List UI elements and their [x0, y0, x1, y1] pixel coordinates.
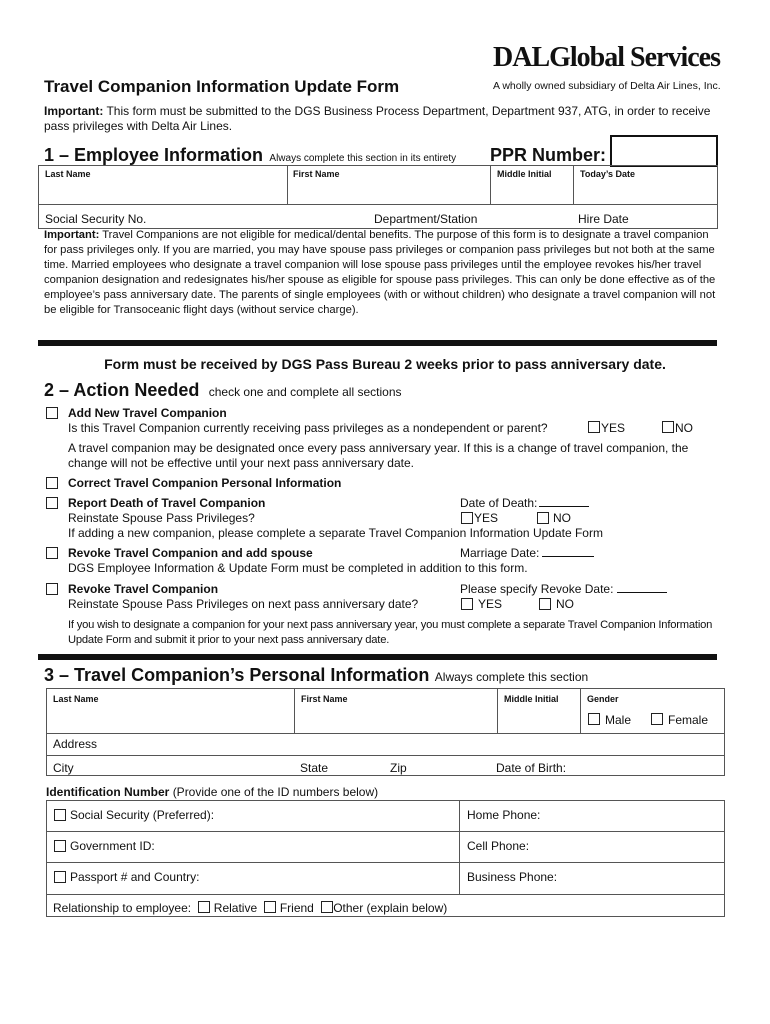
grid-divider: [497, 688, 498, 734]
section3-heading-row: [44, 665, 588, 686]
important-label: Important:: [44, 104, 104, 118]
home-phone-field[interactable]: Home Phone:: [467, 808, 541, 822]
revoke-date-blank[interactable]: [617, 583, 667, 593]
grid-divider: [573, 165, 574, 205]
id-number-note: (Provide one of the ID numbers below): [172, 785, 379, 799]
section1-note: Always complete this section in its entirety: [269, 153, 457, 164]
death-info: If adding a new companion, please complete a separate Travel Companion Information Update Form: [68, 526, 603, 540]
death-yes-label: YES: [474, 511, 499, 525]
add-companion-question: Is this Travel Companion currently receiving pass privileges as a nondependent or parent?: [68, 421, 548, 435]
section1-heading-row: [44, 145, 456, 166]
revoke-add-spouse-info: DGS Employee Information & Update Form must be completed in addition to this form.: [68, 561, 528, 575]
date-of-birth-field[interactable]: Date of Birth:: [496, 761, 567, 775]
date-of-death-field[interactable]: [460, 496, 589, 510]
companion-info-grid: [46, 688, 725, 776]
city-field[interactable]: City: [53, 761, 74, 775]
section2-heading-row: [44, 380, 402, 401]
marriage-date-label: Marriage Date:: [460, 546, 540, 560]
revoke-yes-label: YES: [478, 597, 503, 611]
friend-label: Friend: [279, 901, 314, 915]
section3-note: Always complete this section: [434, 670, 589, 684]
revoke-add-spouse-checkbox[interactable]: [46, 547, 58, 559]
section2-footer: If you wish to designate a companion for your next pass anniversary year, you must complete a separate Travel Companion Information Update Form and submit it prior to your next pass anniversary date.: [68, 619, 713, 646]
emp-last-name-field[interactable]: Last Name: [45, 169, 91, 179]
emp-department-field[interactable]: Department/Station: [374, 212, 478, 226]
add-companion-label: Add New Travel Companion: [68, 406, 227, 420]
section1-heading: 1 – Employee Information: [44, 145, 264, 165]
grid-divider: [287, 165, 288, 205]
section-divider: [38, 340, 717, 346]
business-phone-field[interactable]: Business Phone:: [467, 870, 558, 884]
add-companion-info: A travel companion may be designated once every pass anniversary year. If this is a change of travel companion, the change will not be effective until your next pass anniversary date.: [68, 441, 689, 470]
revoke-reinstate-question: Reinstate Spouse Pass Privileges on next pass anniversary date?: [68, 597, 419, 611]
emp-middle-initial-field[interactable]: Middle Initial: [497, 169, 552, 179]
revoke-date-label: Please specify Revoke Date:: [460, 582, 614, 596]
revoke-add-spouse-label: Revoke Travel Companion and add spouse: [68, 546, 313, 560]
emp-first-name-field[interactable]: First Name: [293, 169, 340, 179]
report-death-label: Report Death of Travel Companion: [68, 496, 266, 510]
revoke-companion-label: Revoke Travel Companion: [68, 582, 219, 596]
eligibility-text: Travel Companions are not eligible for medical/dental benefits. The purpose of this form is to designate a travel companion for pass privileges only. If you are married, you may have spouse pass privileges or companion pass privileges but not both at the same time. Married employees who designate a travel companion will lose spouse pass privileges until the employee revokes his/her travel companion designation and redesignates his/her spouse as eligible for spouse pass privileges. This can only be done effective as of the employee’s pass anniversary date. The parents of single employees (with or without children) who designate a travel companion will not be eligible for Transoceanic flight days (without service charge).: [44, 229, 716, 316]
female-label: Female: [668, 713, 709, 727]
male-checkbox[interactable]: [588, 713, 600, 725]
add-no-checkbox[interactable]: [662, 421, 674, 433]
grid-divider: [580, 688, 581, 734]
revoke-yes-checkbox[interactable]: [461, 598, 473, 610]
address-field[interactable]: Address: [53, 737, 98, 751]
add-companion-checkbox[interactable]: [46, 407, 58, 419]
other-checkbox[interactable]: [321, 901, 333, 913]
emp-hire-date-field[interactable]: Hire Date: [578, 212, 629, 226]
revoke-date-field[interactable]: [460, 582, 667, 596]
marriage-date-field[interactable]: [460, 546, 594, 560]
date-of-death-label: Date of Death:: [460, 496, 538, 510]
revoke-companion-checkbox[interactable]: [46, 583, 58, 595]
report-death-checkbox[interactable]: [46, 497, 58, 509]
relationship-row: [53, 901, 447, 915]
relationship-label: Relationship to employee:: [53, 901, 192, 915]
comp-first-name-field[interactable]: First Name: [301, 694, 348, 704]
death-no-label: NO: [553, 511, 571, 525]
important-label: Important:: [44, 229, 100, 241]
gender-label: Gender: [587, 694, 619, 704]
add-no-label: NO: [675, 421, 693, 435]
eligibility-notice: [44, 228, 722, 318]
submission-notice: [44, 104, 720, 134]
other-label: Other (explain below): [333, 901, 448, 915]
correct-info-checkbox[interactable]: [46, 477, 58, 489]
passport-field[interactable]: Passport # and Country:: [70, 870, 200, 884]
female-checkbox[interactable]: [651, 713, 663, 725]
grid-divider: [46, 755, 725, 756]
passport-checkbox[interactable]: [54, 871, 66, 883]
death-no-checkbox[interactable]: [537, 512, 549, 524]
grid-divider: [46, 831, 725, 832]
grid-divider: [38, 204, 718, 205]
deadline-notice: Form must be received by DGS Pass Bureau 2 weeks prior to pass anniversary date.: [104, 356, 666, 372]
male-label: Male: [605, 713, 632, 727]
comp-middle-initial-field[interactable]: Middle Initial: [504, 694, 559, 704]
id-number-heading: [46, 785, 378, 799]
grid-divider: [46, 862, 725, 863]
company-logo: DALGlobal Services: [493, 42, 720, 73]
emp-ssn-field[interactable]: Social Security No.: [45, 212, 147, 226]
add-yes-label: YES: [601, 421, 626, 435]
ssn-checkbox[interactable]: [54, 809, 66, 821]
section3-heading: 3 – Travel Companion’s Personal Information: [44, 665, 430, 685]
ppr-label: PPR Number:: [490, 145, 607, 165]
revoke-no-checkbox[interactable]: [539, 598, 551, 610]
relative-label: Relative: [213, 901, 258, 915]
government-id-field[interactable]: Government ID:: [70, 839, 155, 853]
id-number-label: Identification Number: [46, 785, 170, 799]
company-subtitle: A wholly owned subsidiary of Delta Air Lines, Inc.: [493, 80, 721, 92]
government-id-checkbox[interactable]: [54, 840, 66, 852]
death-yes-checkbox[interactable]: [461, 512, 473, 524]
ssn-id-field[interactable]: Social Security (Preferred):: [70, 808, 215, 822]
death-reinstate-question: Reinstate Spouse Pass Privileges?: [68, 511, 255, 525]
ppr-number-field[interactable]: [610, 135, 718, 167]
grid-divider: [46, 894, 725, 895]
state-field[interactable]: State: [300, 761, 329, 775]
zip-field[interactable]: Zip: [390, 761, 407, 775]
grid-divider: [294, 688, 295, 734]
revoke-no-label: NO: [556, 597, 574, 611]
section-divider: [38, 654, 717, 660]
date-of-death-blank[interactable]: [539, 497, 589, 507]
correct-info-label: Correct Travel Companion Personal Information: [68, 476, 342, 490]
emp-todays-date-field[interactable]: Today’s Date: [580, 169, 636, 179]
marriage-date-blank[interactable]: [542, 547, 594, 557]
comp-last-name-field[interactable]: Last Name: [53, 694, 99, 704]
grid-divider: [459, 800, 460, 895]
important-text: This form must be submitted to the DGS Business Process Department, Department 937, ATG, in order to receive pass privileges with Delta Air Lines.: [44, 104, 711, 133]
section2-note: check one and complete all sections: [208, 385, 402, 399]
cell-phone-field[interactable]: Cell Phone:: [467, 839, 530, 853]
grid-divider: [46, 733, 725, 734]
add-yes-checkbox[interactable]: [588, 421, 600, 433]
relative-checkbox[interactable]: [198, 901, 210, 913]
friend-checkbox[interactable]: [264, 901, 276, 913]
section2-heading: 2 – Action Needed: [44, 380, 200, 400]
grid-divider: [490, 165, 491, 205]
form-title: Travel Companion Information Update Form: [44, 77, 400, 96]
